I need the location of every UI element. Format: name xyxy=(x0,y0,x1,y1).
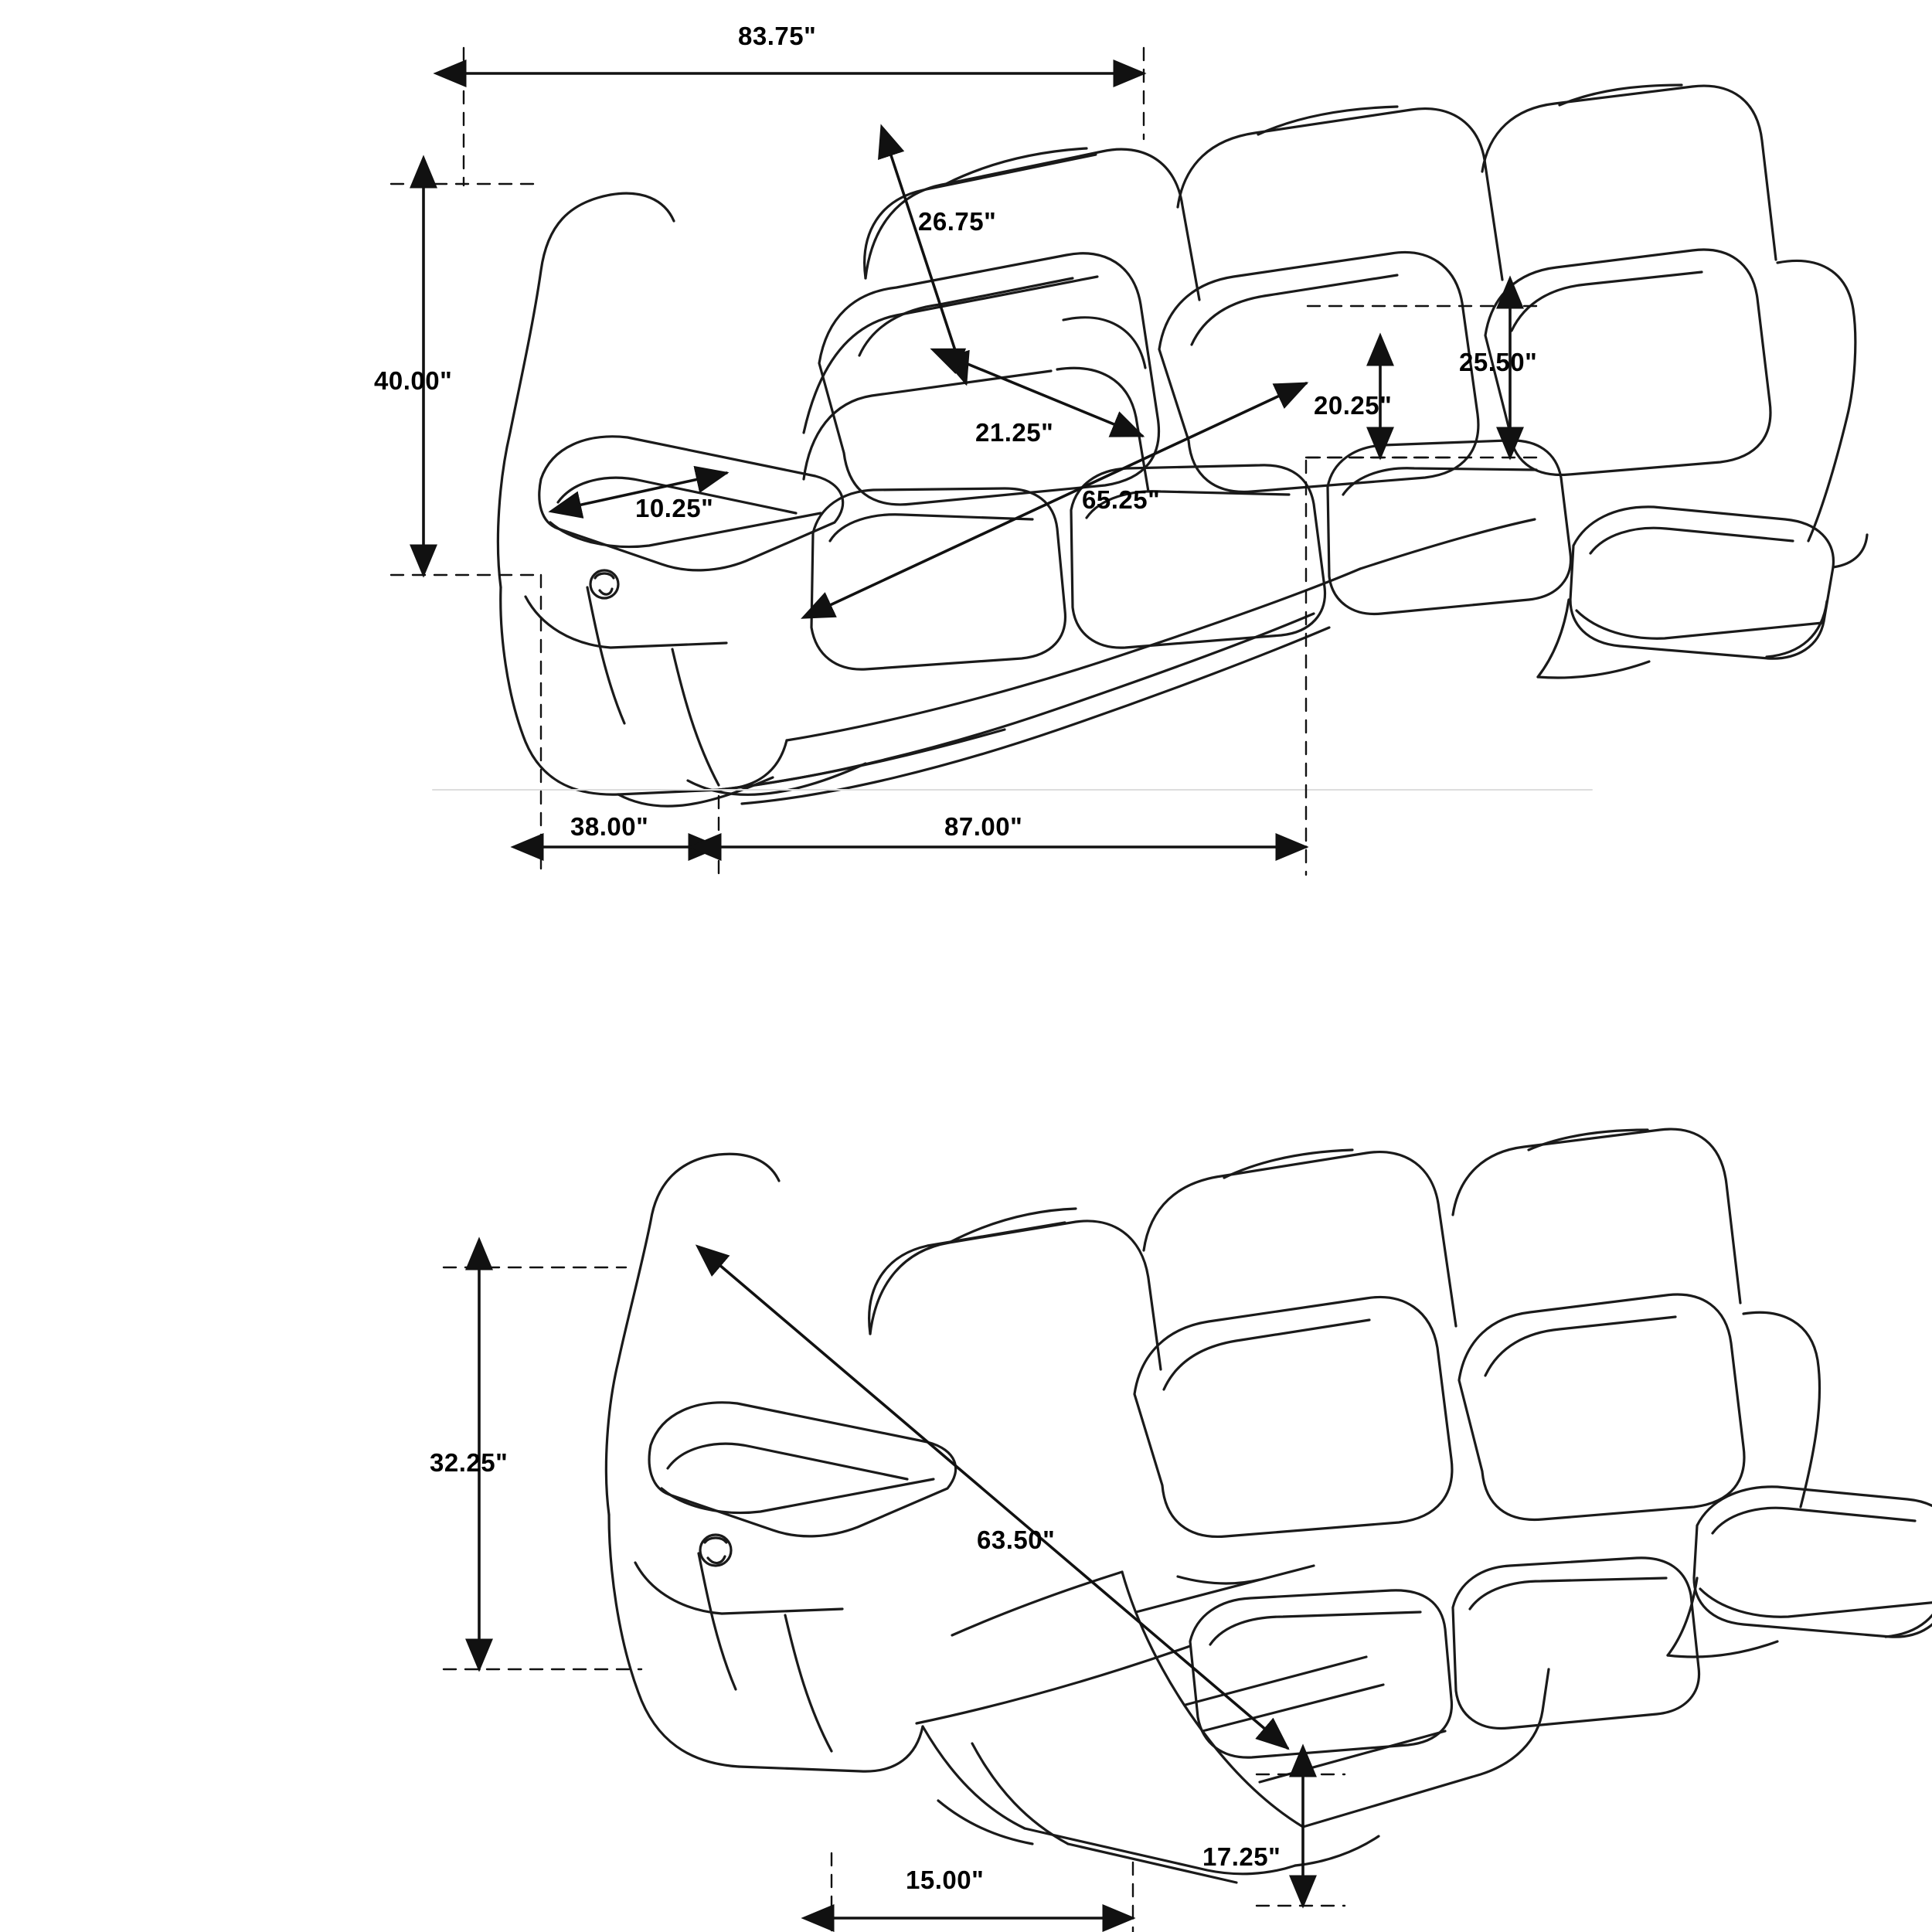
dim-reclined-depth: 63.50" xyxy=(977,1526,1056,1554)
dim-arm-width: 10.25" xyxy=(635,494,714,522)
dim-depth-overall: 87.00" xyxy=(944,812,1023,841)
dim-seat-depth: 21.25" xyxy=(975,418,1054,447)
dim-seat-width: 65.25" xyxy=(1082,485,1161,514)
dim-back-height: 26.75" xyxy=(918,207,997,236)
dim-reclined-height: 32.25" xyxy=(430,1448,509,1477)
dim-arm-height: 25.50" xyxy=(1459,348,1538,376)
dim-overall-width: 83.75" xyxy=(738,22,817,50)
dim-seat-height: 20.25" xyxy=(1314,391,1393,420)
dim-footrest-height: 17.25" xyxy=(1202,1842,1281,1871)
dim-depth-front: 38.00" xyxy=(570,812,649,841)
dim-overall-height: 40.00" xyxy=(374,366,453,395)
dim-footrest-extension: 15.00" xyxy=(906,1866,985,1894)
